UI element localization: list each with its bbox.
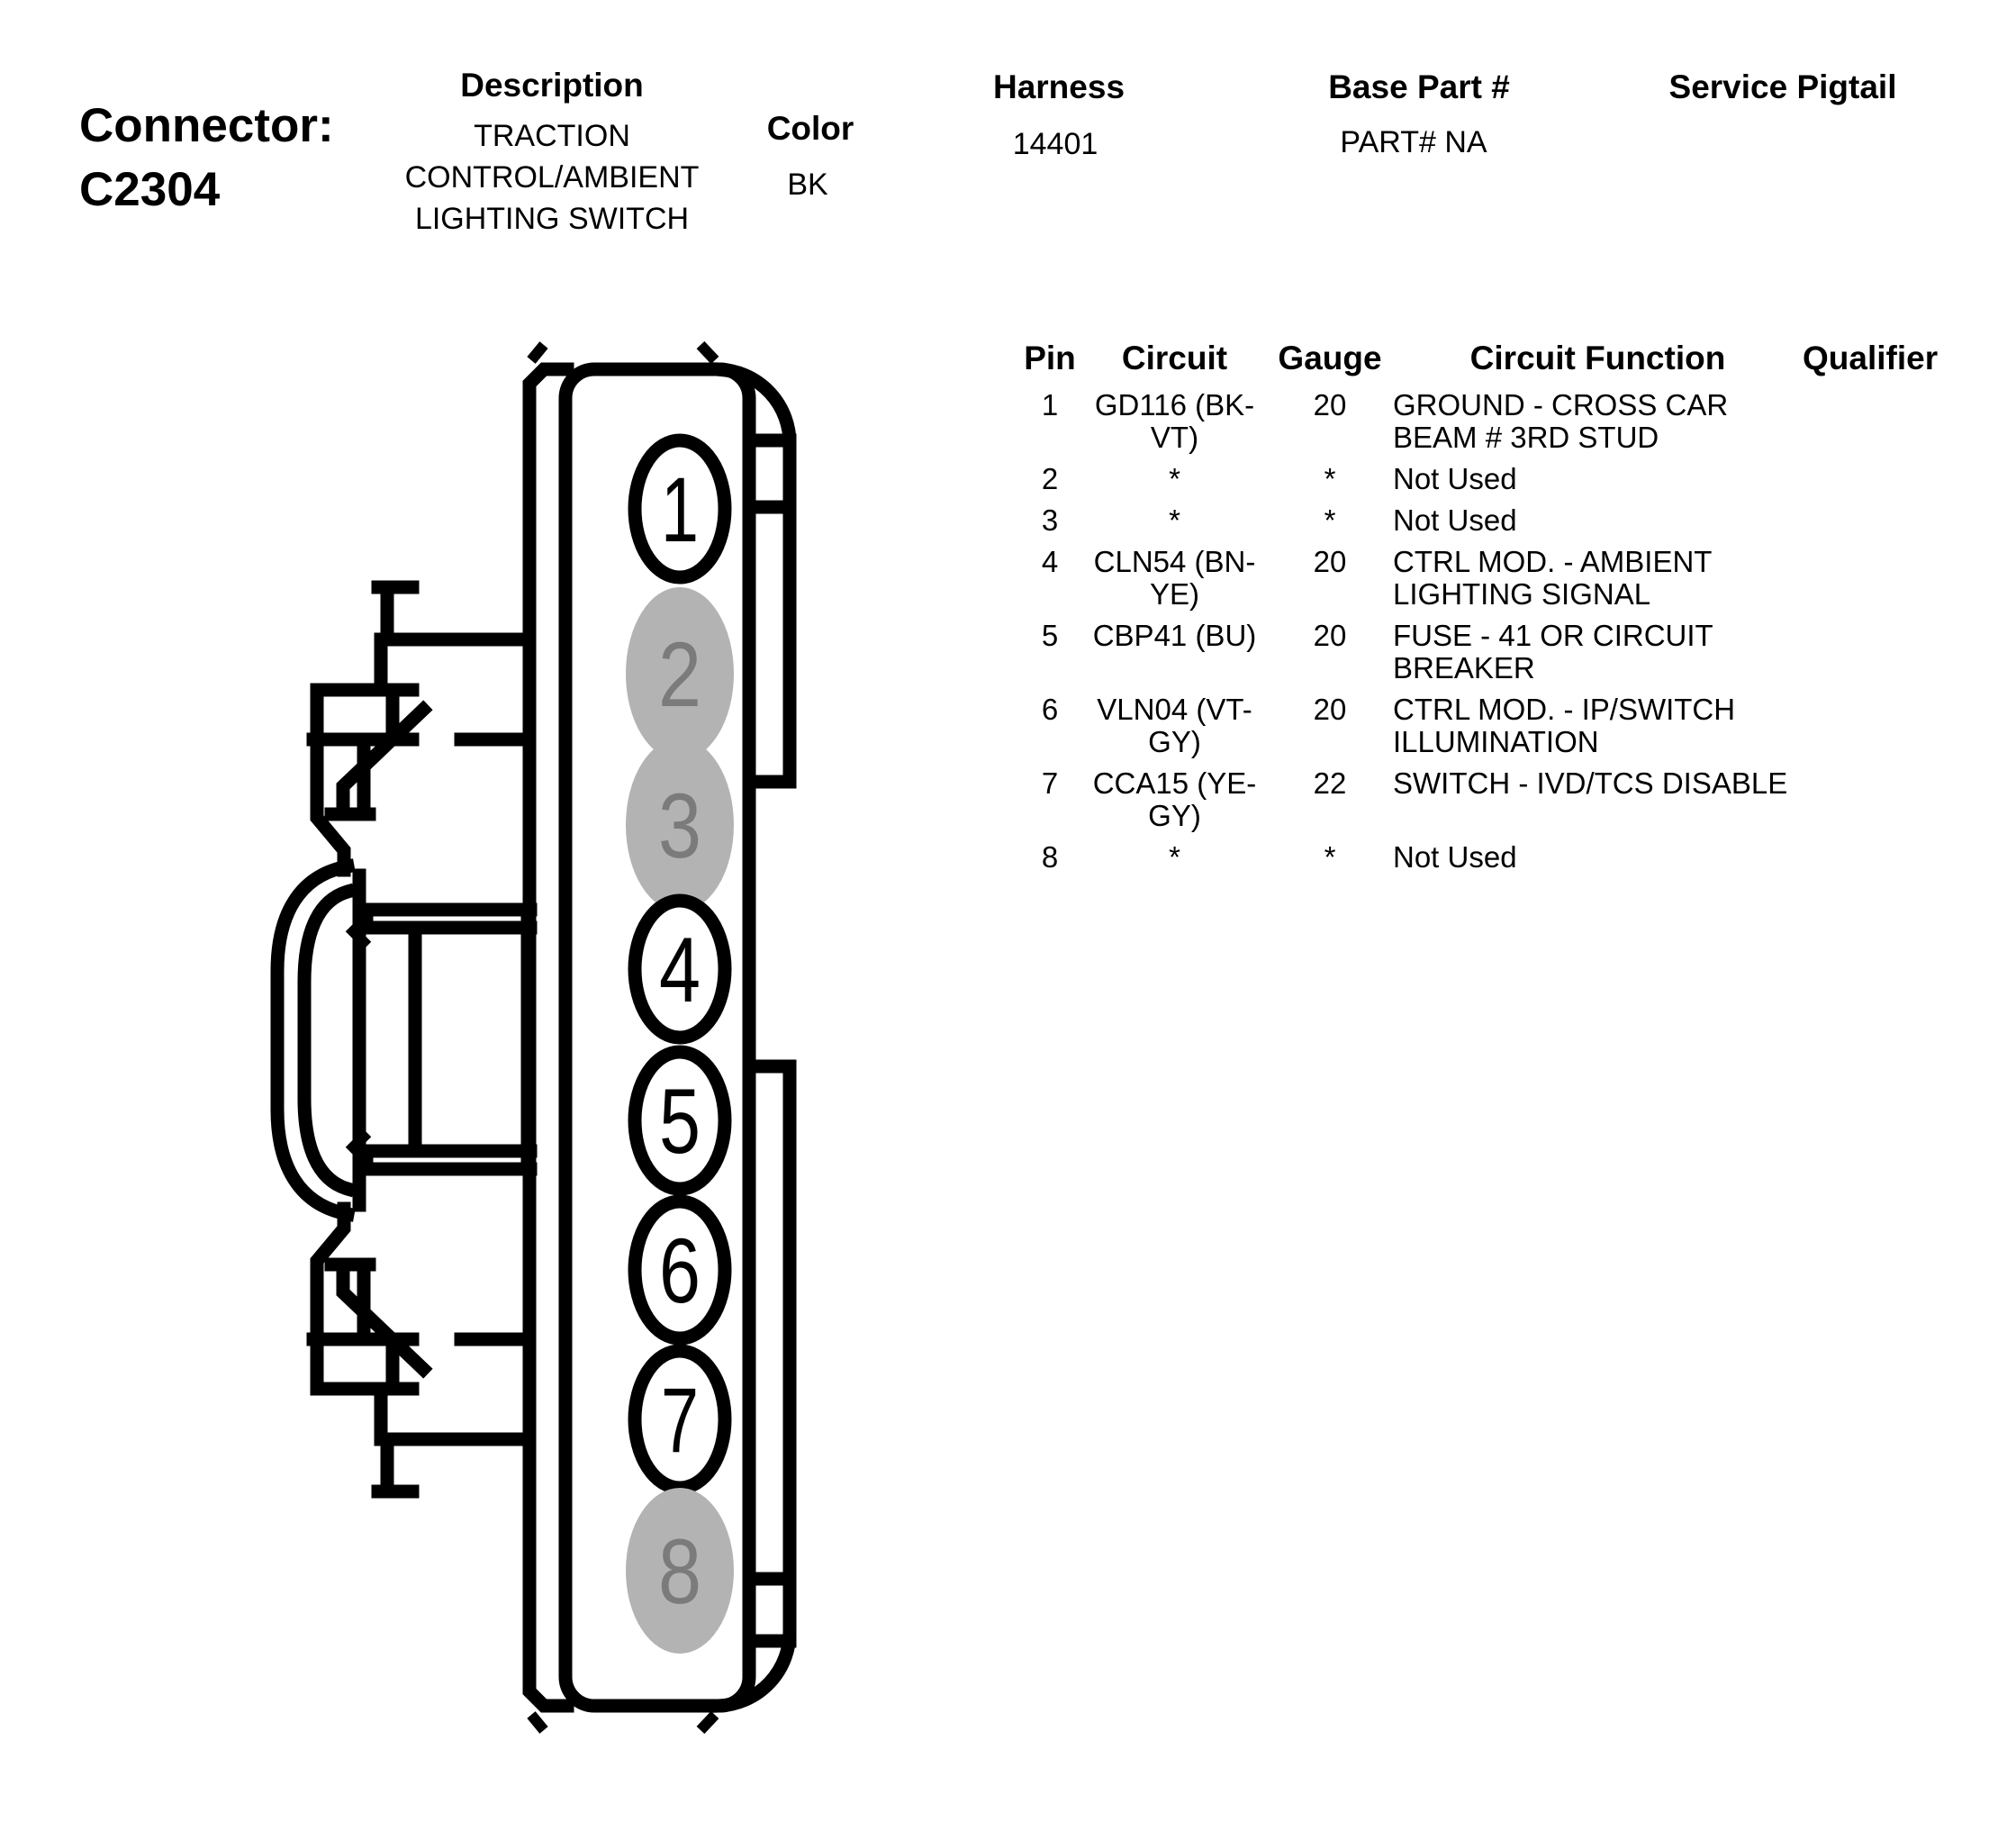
pin-row-2 — [1017, 463, 1938, 504]
qualifier-cell — [1803, 767, 1938, 841]
function-cell: Not Used — [1393, 462, 1517, 495]
function-cell: GROUND - CROSS CAR BEAM # 3RD STUD — [1393, 388, 1729, 454]
pin-6 — [635, 1201, 725, 1338]
function-cell: CTRL MOD. - AMBIENT LIGHTING SIGNAL — [1393, 545, 1712, 611]
color-value: BK — [787, 168, 828, 202]
base-part-value: PART# NA — [1340, 125, 1487, 159]
circuit-cell: CBP41 (BU) — [1092, 619, 1257, 652]
function-cell: CTRL MOD. - IP/SWITCH ILLUMINATION — [1393, 693, 1736, 758]
pin-row-3 — [1017, 504, 1938, 546]
qualifier-cell — [1803, 389, 1938, 463]
col-header-qualifier: Qualifier — [1803, 340, 1939, 376]
color-header: Color — [766, 110, 854, 147]
col-header-pin: Pin — [1024, 340, 1076, 376]
col-header-circuit-function: Circuit Function — [1469, 340, 1726, 376]
pin-8-label: 8 — [658, 1520, 701, 1623]
pin-4 — [635, 901, 725, 1038]
gauge-cell: * — [1324, 503, 1336, 537]
pin-row-4 — [1017, 546, 1938, 620]
qualifier-cell — [1803, 463, 1938, 504]
pin-cell: 8 — [1041, 840, 1059, 874]
pin-cell: 7 — [1041, 766, 1059, 800]
pin-cell: 5 — [1041, 619, 1059, 652]
qualifier-cell — [1803, 693, 1938, 767]
circuit-cell: CLN54 (BN-YE) — [1093, 545, 1256, 611]
connector-id: C2304 — [79, 163, 221, 216]
mounting-latch-top — [313, 587, 529, 870]
circuit-cell: * — [1169, 503, 1180, 537]
circuit-cell: * — [1169, 840, 1180, 874]
circuit-cell: VLN04 (VT-GY) — [1097, 693, 1252, 758]
pin-7-label: 7 — [661, 1369, 699, 1472]
mounting-latch-bottom — [313, 1209, 529, 1491]
harness-header: Harness — [992, 68, 1126, 105]
pin-row-7 — [1017, 767, 1938, 841]
pin-cell: 4 — [1041, 545, 1059, 578]
col-header-gauge: Gauge — [1278, 340, 1382, 376]
gauge-cell: 20 — [1313, 619, 1347, 652]
pin-8 — [626, 1488, 734, 1654]
pin-row-6 — [1017, 693, 1938, 767]
pin-5 — [635, 1052, 725, 1189]
gauge-cell: 20 — [1313, 388, 1347, 422]
pin-row-1 — [1017, 389, 1938, 463]
pin-6-label: 6 — [659, 1219, 701, 1322]
base-part-header: Base Part # — [1328, 68, 1510, 105]
pin-cell: 2 — [1041, 462, 1059, 495]
qualifier-cell — [1803, 841, 1938, 883]
function-cell: FUSE - 41 OR CIRCUIT BREAKER — [1393, 619, 1713, 684]
col-header-circuit: Circuit — [1121, 340, 1228, 376]
pin-cell: 3 — [1041, 503, 1059, 537]
pin-table — [1017, 339, 1938, 883]
gauge-cell: 20 — [1313, 545, 1347, 578]
pin-7 — [635, 1351, 725, 1488]
pin-1 — [635, 440, 725, 577]
function-cell: SWITCH - IVD/TCS DISABLE — [1393, 766, 1788, 800]
qualifier-cell — [1803, 504, 1938, 546]
pin-3-label: 3 — [658, 775, 701, 877]
pin-row-5 — [1017, 620, 1938, 693]
service-pigtail-header: Service Pigtail — [1668, 68, 1897, 105]
qualifier-cell — [1803, 546, 1938, 620]
function-cell: Not Used — [1393, 840, 1517, 874]
qualifier-cell — [1803, 620, 1938, 693]
description-header: Description — [460, 67, 644, 104]
pin-cell: 6 — [1041, 693, 1059, 726]
gauge-cell: 20 — [1313, 693, 1347, 726]
circuit-cell: CCA15 (YE-GY) — [1092, 766, 1257, 832]
gauge-cell: * — [1324, 840, 1336, 874]
pin-5-label: 5 — [659, 1070, 701, 1173]
switch-housing-box — [366, 910, 530, 1169]
circuit-cell: GD116 (BK-VT) — [1094, 388, 1255, 454]
connector-label: Connector: — [79, 99, 334, 152]
pin-1-label: 1 — [661, 458, 699, 561]
pin-2 — [626, 587, 734, 760]
gauge-cell: 22 — [1313, 766, 1347, 800]
seal-bulge — [277, 866, 367, 1214]
function-cell: Not Used — [1393, 503, 1517, 537]
harness-value: 14401 — [1012, 127, 1098, 161]
pin-cell: 1 — [1041, 388, 1059, 422]
gauge-cell: * — [1324, 462, 1336, 495]
pin-3 — [626, 739, 734, 911]
pin-table-header-row — [1017, 339, 1938, 389]
description-value: TRACTION CONTROL/AMBIENT LIGHTING SWITCH — [404, 119, 700, 236]
pin-row-8 — [1017, 841, 1938, 883]
circuit-cell: * — [1169, 462, 1180, 495]
pin-4-label: 4 — [659, 919, 701, 1021]
pin-2-label: 2 — [658, 623, 701, 726]
